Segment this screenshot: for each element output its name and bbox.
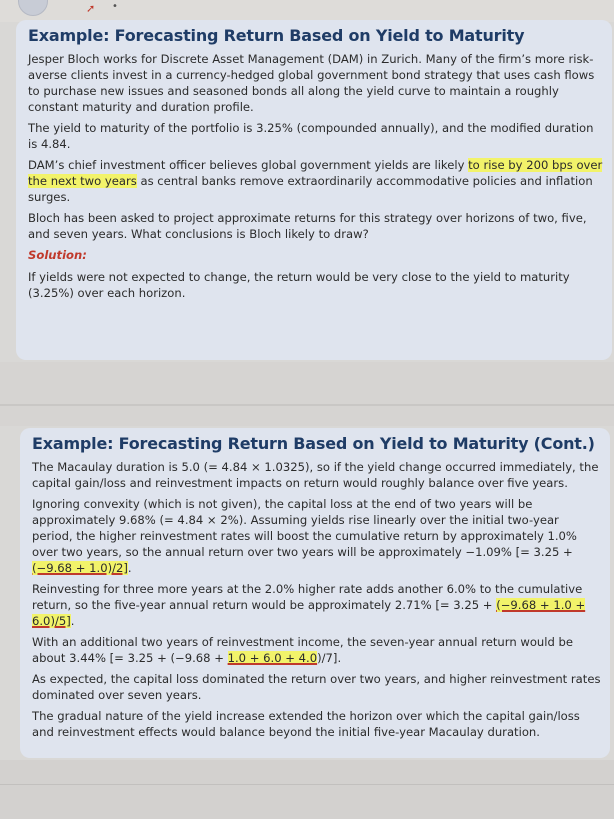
top-strip bbox=[0, 0, 614, 22]
two-year-text-a: Ignoring convexity (which is not given), the capital loss at the end of two years will be approximately 9.68% (= 4.84 × 2%). Assuming yields rise linearly over the initial two-year period, the higher reinvestment rates will boost the cumulative return by approximately 1.0% over two years, so the annual return over two years will be approximately −1.09% [= 3.25 + bbox=[32, 497, 577, 559]
arrow-icon: ➚ bbox=[86, 2, 96, 15]
cio-highlight: to rise by 200 bps over the next two years bbox=[28, 158, 603, 188]
two-year-highlight: (−9.68 + 1.0)/2] bbox=[32, 561, 128, 575]
card2-macaulay: The Macaulay duration is 5.0 (= 4.84 × 1.0325), so if the yield change occurred immediately, the capital gain/loss and reinvestment impacts on return would roughly balance over five years. bbox=[32, 460, 599, 490]
card2-two-year bbox=[32, 496, 602, 576]
example-card-2 bbox=[20, 428, 610, 758]
card2-expected: As expected, the capital loss dominated the return over two years, and higher reinvestment rates dominated over seven years. bbox=[32, 672, 601, 702]
card1-intro: Jesper Bloch works for Discrete Asset Management (DAM) in Zurich. Many of the firm’s more risk-averse clients invest in a currency-hedged global government bond strategy that uses cash flows to purchase new issues and seasoned bonds all along the yield curve to maintain a roughly constant maturity and duration profile. bbox=[28, 52, 595, 114]
seven-year-highlight: 1.0 + 6.0 + 4.0 bbox=[227, 651, 318, 665]
five-year-text-b: . bbox=[70, 614, 75, 628]
cio-text-a: DAM’s chief investment officer believes global government yields are likely bbox=[28, 158, 469, 172]
cio-text-b: as central banks remove extraordinarily accommodative policies and inflation surges. bbox=[28, 174, 593, 204]
card2-seven-year bbox=[32, 634, 602, 666]
two-year-text-b: . bbox=[127, 561, 132, 575]
card1-question: Bloch has been asked to project approximate returns for this strategy over horizons of two, five, and seven years. What conclusions is Bloch likely to draw? bbox=[28, 211, 587, 241]
card2-title: Example: Forecasting Return Based on Yield to Maturity (Cont.) bbox=[32, 434, 595, 453]
solution-label: Solution: bbox=[28, 248, 87, 262]
seven-year-text-a: With an additional two years of reinvestment income, the seven-year annual return would be about 3.44% [= 3.25 + (−9.68 + bbox=[32, 635, 574, 665]
card2-five-year bbox=[32, 581, 602, 629]
divider bbox=[0, 404, 614, 406]
card1-yield: The yield to maturity of the portfolio is 3.25% (compounded annually), and the modified duration is 4.84. bbox=[28, 121, 594, 151]
page-gap bbox=[0, 362, 614, 426]
card1-cio-belief bbox=[28, 157, 604, 205]
bottom-divider bbox=[0, 784, 614, 785]
dot-icon: • bbox=[112, 1, 118, 12]
five-year-text-a: Reinvesting for three more years at the 2.0% higher rate adds another 6.0% to the cumulative return, so the five-year annual return would be approximately 2.71% [= 3.25 + bbox=[32, 582, 583, 612]
card1-solution-text: If yields were not expected to change, the return would be very close to the yield to maturity (3.25%) over each horizon. bbox=[28, 270, 570, 300]
five-year-highlight: (−9.68 + 1.0 + 6.0)/5] bbox=[32, 598, 586, 628]
avatar-icon bbox=[18, 0, 48, 16]
bottom-strip bbox=[0, 760, 614, 819]
card2-gradual: The gradual nature of the yield increase extended the horizon over which the capital gain/loss and reinvestment effects would balance beyond the initial five-year Macaulay duration. bbox=[32, 709, 580, 739]
seven-year-text-b: )/7]. bbox=[317, 651, 342, 665]
card1-title: Example: Forecasting Return Based on Yield to Maturity bbox=[28, 26, 525, 45]
example-card-1 bbox=[16, 20, 612, 360]
